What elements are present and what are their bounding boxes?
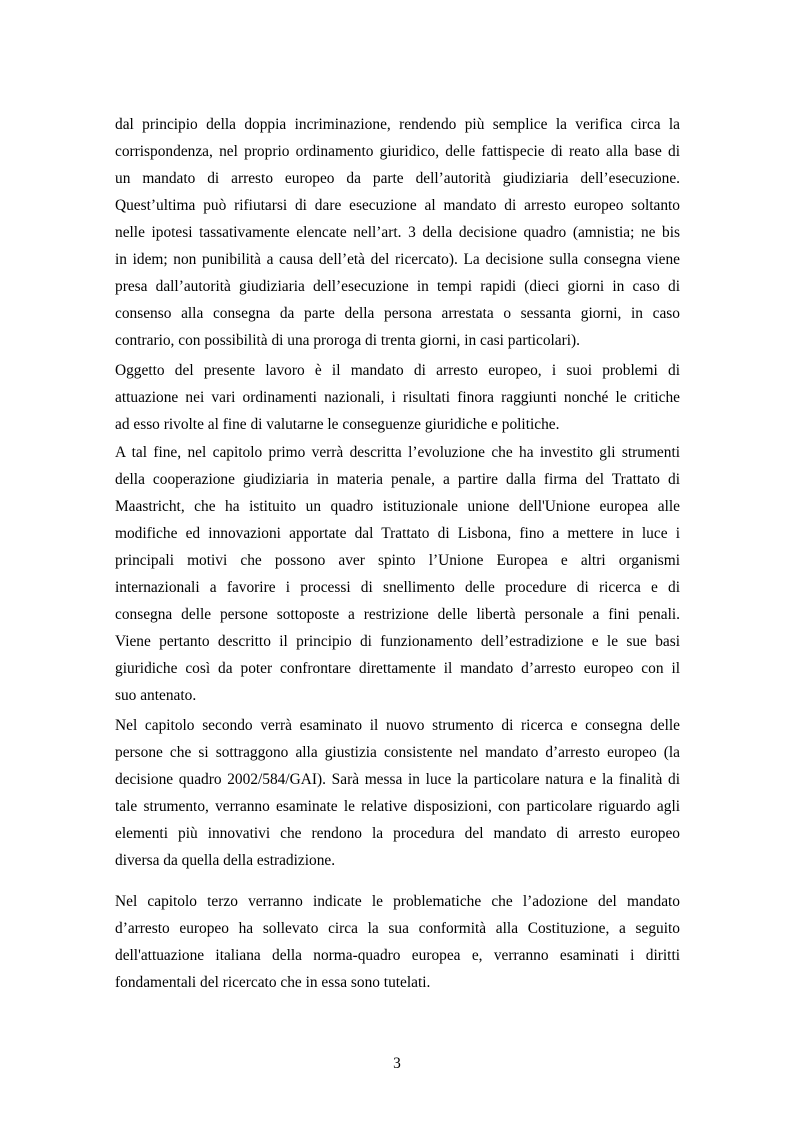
text-line: ad esso rivolte al fine di valutarne le conseguenze giuridiche e politiche.	[115, 416, 560, 433]
text-line: principali motivi che possono aver spinto l’Unione Europea e altri organismi	[115, 552, 680, 569]
text-line: A tal fine, nel capitolo primo verrà descritta l’evoluzione che ha investito gli strumenti	[115, 444, 680, 461]
text-line: Oggetto del presente lavoro è il mandato di arresto europeo, i suoi problemi di	[115, 362, 680, 379]
text-line: in idem; non punibilità a causa dell’età del ricercato). La decisione sulla consegna viene	[115, 251, 680, 268]
text-line: internazionali a favorire i processi di snellimento delle procedure di ricerca e di	[115, 579, 680, 596]
text-line: presa dall’autorità giudiziaria dell’esecuzione in tempi rapidi (dieci giorni in caso di	[115, 278, 680, 295]
text-line: Maastricht, che ha istituito un quadro istituzionale unione dell'Unione europea alle	[115, 498, 680, 515]
text-line: della cooperazione giudiziaria in materia penale, a partire dalla firma del Trattato di	[115, 471, 680, 488]
text-line: dell'attuazione italiana della norma-quadro europea e, verranno esaminati i diritti	[115, 947, 680, 964]
text-line: dal principio della doppia incriminazione, rendendo più semplice la verifica circa la	[115, 116, 680, 133]
text-line: fondamentali del ricercato che in essa sono tutelati.	[115, 974, 431, 991]
text-line: attuazione nei vari ordinamenti nazionali, i risultati finora raggiunti nonché le critiche	[115, 389, 680, 406]
text-line: un mandato di arresto europeo da parte dell’autorità giudiziaria dell’esecuzione.	[115, 170, 680, 187]
text-line: persone che si sottraggono alla giustizia consistente nel mandato d’arresto europeo (la	[115, 744, 680, 761]
text-line: elementi più innovativi che rendono la procedura del mandato di arresto europeo	[115, 825, 680, 842]
text-line: consenso alla consegna da parte della persona arrestata o sessanta giorni, in caso	[115, 305, 680, 322]
text-line: tale strumento, verranno esaminate le relative disposizioni, con particolare riguardo agli	[115, 798, 680, 815]
text-line: Nel capitolo terzo verranno indicate le problematiche che l’adozione del mandato	[115, 893, 680, 910]
text-line: suo antenato.	[115, 687, 197, 704]
text-line: giuridiche così da poter confrontare direttamente il mandato d’arresto europeo con il	[115, 660, 680, 677]
text-line: contrario, con possibilità di una proroga di trenta giorni, in casi particolari).	[115, 332, 581, 349]
text-line: consegna delle persone sottoposte a restrizione delle libertà personale a fini penali.	[115, 606, 680, 623]
text-line: decisione quadro 2002/584/GAI). Sarà messa in luce la particolare natura e la finalità di	[115, 771, 680, 788]
text-line: diversa da quella della estradizione.	[115, 852, 336, 869]
text-line: Viene pertanto descritto il principio di funzionamento dell’estradizione e le sue basi	[115, 633, 680, 650]
text-line: d’arresto europeo ha sollevato circa la sua conformità alla Costituzione, a seguito	[115, 920, 680, 937]
text-line: Quest’ultima può rifiutarsi di dare esecuzione al mandato di arresto europeo soltanto	[115, 197, 680, 214]
page-number: 3	[393, 1055, 401, 1072]
text-line: Nel capitolo secondo verrà esaminato il nuovo strumento di ricerca e consegna delle	[115, 717, 680, 734]
text-line: modifiche ed innovazioni apportate dal Trattato di Lisbona, fino a mettere in luce i	[115, 525, 680, 542]
text-line: corrispondenza, nel proprio ordinamento giuridico, delle fattispecie di reato alla base di	[115, 143, 680, 160]
text-line: nelle ipotesi tassativamente elencate nell’art. 3 della decisione quadro (amnistia; ne bis	[115, 224, 680, 241]
